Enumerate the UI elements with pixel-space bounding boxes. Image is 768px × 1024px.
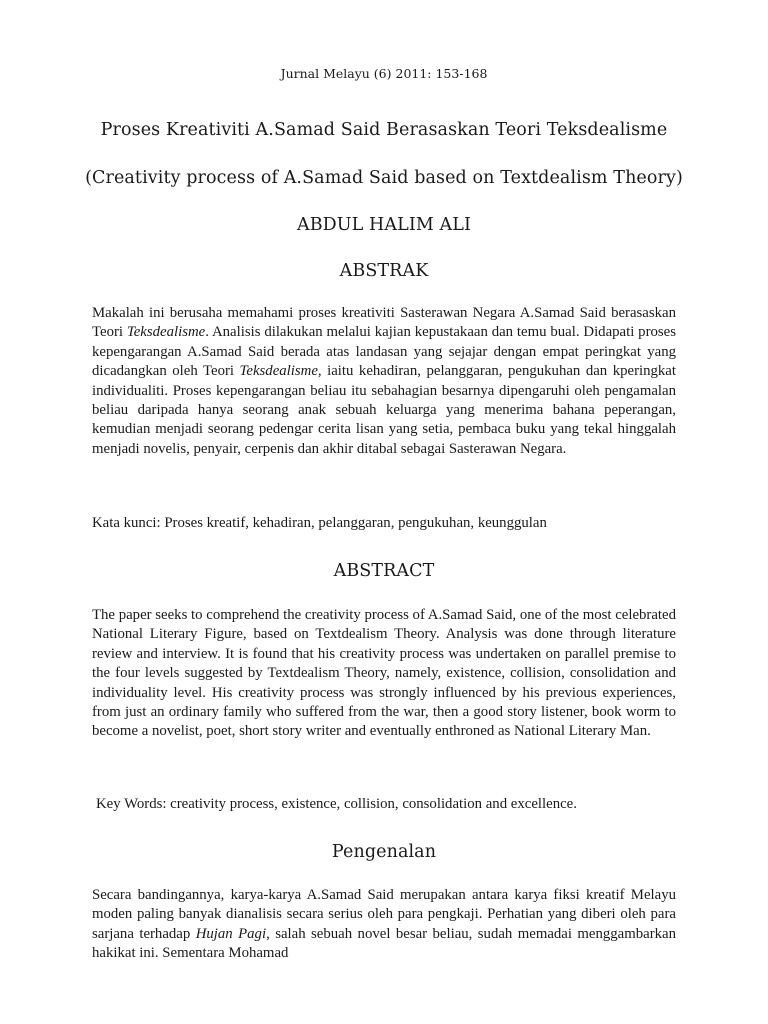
abstrak-text-2: . Analisis dilakukan melalui kajian kepustakaan dan temu bual. Didapati proses kepengarangan A.Samad Said berada atas landasan yang sejajar dengan empat peringkat yang dicadangkan oleh Teori: [92, 324, 676, 380]
kata-kunci: Kata kunci: Proses kreatif, kehadiran, pelanggaran, pengukuhan, keunggulan: [92, 515, 547, 531]
abstrak-text-1: Makalah ini berusaha memahami proses kreativiti Sasterawan Negara A.Samad Said berasaskan Teori: [92, 305, 676, 341]
pengenalan-heading: Pengenalan: [331, 842, 437, 862]
abstract-paragraph: The paper seeks to comprehend the creativity process of A.Samad Said, one of the most celebrated National Literary Figure, based on Textdealism Theory. Analysis was done through literature review and interview. It is found that his creativity process was undertaken on parallel premise to the four levels suggested by Textdealism Theory, namely, existence, collision, consolidation and individuality level. His creativity process was strongly influenced by his previous experiences, from just an ordinary family who suffered from the war, then a good story listener, book worm to become a novelist, poet, short story writer and eventually enthroned as National Literary Man.: [92, 607, 676, 740]
intro-text-2: , salah sebuah novel besar beliau, sudah memadai menggambarkan hakikat ini. Sementara Mohamad: [92, 925, 677, 962]
abstrak-term-2: Teksdealisme: [239, 363, 318, 380]
intro-text-1: Secara bandingannya, karya-karya A.Samad Said merupakan antara karya fiksi kreatif Melayu moden paling banyak dianalisis secara serius oleh para pengkaji. Perhatian yang diberi oleh para sarjana terhadap: [92, 887, 676, 942]
journal-header: Jurnal Melayu (6) 2011: 153-168: [280, 66, 488, 81]
paper-subtitle: (Creativity process of A.Samad Said based on Textdealism Theory): [85, 168, 683, 188]
author-name: ABDUL HALIM ALI: [296, 215, 472, 235]
key-words: Key Words: creativity process, existence, collision, consolidation and excellence.: [96, 796, 577, 812]
abstrak-text-3: , iaitu kehadiran, pelanggaran, pengukuhan dan kperingkat individualiti. Proses kepengarangan beliau itu sebahagian besarnya dipengaruhi oleh pengamalan beliau daripada hanya seorang anak sebuah keluarga yang menerima bahana peperangan, kemudian menjadi seorang pedengar cerita lisan yang setia, pembaca buku yang tekal hinggalah menjadi novelis, penyair, cerpenis dan akhir ditabal sebagai Sasterawan Negara.: [92, 363, 676, 457]
intro-paragraph: [92, 886, 676, 964]
abstrak-paragraph: [92, 304, 676, 459]
intro-novel-title: Hujan Pagi: [195, 925, 267, 942]
abstract-heading: ABSTRACT: [333, 561, 435, 581]
paper-title: Proses Kreativiti A.Samad Said Berasaskan Teori Teksdealisme: [100, 120, 668, 140]
abstrak-heading: ABSTRAK: [339, 261, 429, 281]
abstrak-term-1: Teksdealisme: [126, 324, 206, 341]
